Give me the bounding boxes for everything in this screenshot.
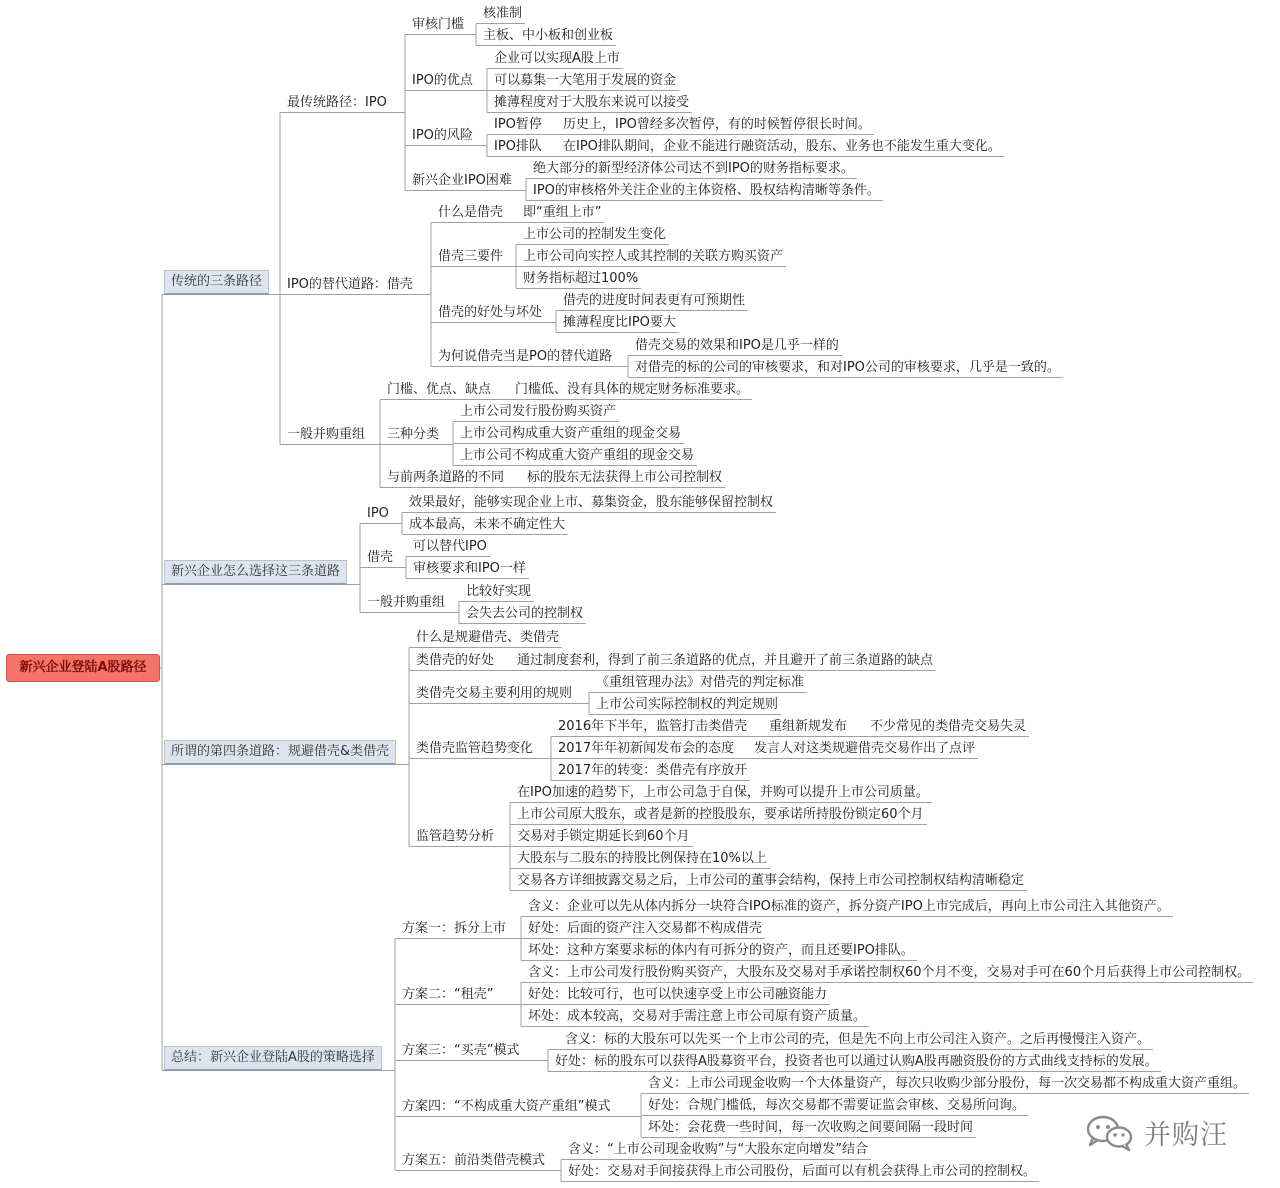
topic-node: 好处：后面的资产注入交易都不构成借壳 bbox=[525, 920, 765, 939]
topic-node: 含义：上市公司发行股份购买资产，大股东及交易对手承诺控制权60个月不变，交易对手可在60个月后获得上市公司控制权。 bbox=[525, 964, 1253, 983]
topic-node: IPO的审核格外关注企业的主体资格、股权结构清晰等条件。 bbox=[530, 182, 883, 201]
branch-node: 所谓的第四条道路：规避借壳&类借壳 bbox=[164, 740, 396, 765]
topic-node: IPO bbox=[364, 505, 392, 524]
topic-node: 好处：合规门槛低，每次交易都不需要证监会审核、交易所问询。 bbox=[645, 1097, 1028, 1116]
topic-node: 坏处：会花费一些时间，每一次收购之间要间隔一段时间 bbox=[645, 1119, 976, 1138]
topic-node: 类借壳监管趋势变化 bbox=[413, 740, 536, 759]
topic-node: 上市公司向实控人或其控制的关联方购买资产 bbox=[520, 248, 786, 267]
topic-node: 上市公司构成重大资产重组的现金交易 bbox=[457, 425, 684, 444]
topic-node: 摊薄程度对于大股东来说可以接受 bbox=[491, 94, 692, 113]
topic-node: 好处：比较可行，也可以快速享受上市公司融资能力 bbox=[525, 986, 830, 1005]
topic-node: 发言人对这类规避借壳交易作出了点评 bbox=[751, 740, 978, 759]
topic-node: 成本最高，未来不确定性大 bbox=[406, 516, 568, 535]
topic-node: 对借壳的标的公司的审核要求，和对IPO公司的审核要求，几乎是一致的。 bbox=[632, 359, 1063, 378]
topic-node: 借壳的进度时间表更有可预期性 bbox=[560, 292, 748, 311]
topic-node: 方案一：拆分上市 bbox=[399, 920, 509, 939]
wechat-icon bbox=[1084, 1112, 1136, 1152]
topic-node: IPO暂停 bbox=[491, 116, 545, 135]
topic-node: 方案五：前沿类借壳模式 bbox=[399, 1152, 548, 1171]
topic-node: 借壳 bbox=[364, 549, 396, 568]
topic-node: 核准制 bbox=[480, 5, 525, 24]
topic-node: 通过制度套利，得到了前三条道路的优点，并且避开了前三条道路的缺点 bbox=[514, 652, 936, 671]
topic-node: 上市公司原大股东，或者是新的控股股东，要承诺所持股份锁定60个月 bbox=[514, 806, 927, 825]
topic-node: 借壳三要件 bbox=[435, 248, 506, 267]
topic-node: 交易各方详细披露交易之后，上市公司的董事会结构，保持上市公司控制权结构清晰稳定 bbox=[514, 872, 1027, 891]
topic-node: 一般并购重组 bbox=[364, 594, 448, 613]
topic-node: 重组新规发布 bbox=[766, 718, 850, 737]
topic-node: 含义：企业可以先从体内拆分一块符合IPO标准的资产，拆分资产IPO上市完成后，再向上市公司注入其他资产。 bbox=[525, 898, 1173, 917]
topic-node: 什么是规避借壳、类借壳 bbox=[413, 629, 562, 648]
topic-node: 借壳的好处与坏处 bbox=[435, 304, 545, 323]
topic-node: 门槛、优点、缺点 bbox=[384, 381, 494, 400]
topic-node: IPO的风险 bbox=[409, 127, 476, 146]
topic-node: IPO的替代道路：借壳 bbox=[284, 276, 416, 295]
branch-node: 总结：新兴企业登陆A股的策略选择 bbox=[164, 1046, 382, 1071]
topic-node: 新兴企业IPO困难 bbox=[409, 172, 515, 191]
topic-node: 审核要求和IPO一样 bbox=[410, 560, 529, 579]
watermark-text: 并购汪 bbox=[1144, 1119, 1228, 1151]
topic-node: 2017年的转变：类借壳有序放开 bbox=[555, 762, 750, 781]
topic-node: 摊薄程度比IPO要大 bbox=[560, 314, 679, 333]
topic-node: 方案四：“不构成重大资产重组”模式 bbox=[399, 1098, 613, 1117]
topic-node: 类借壳交易主要利用的规则 bbox=[413, 685, 575, 704]
topic-node: 好处：标的股东可以获得A股募资平台，投资者也可以通过认购A股再融资股份的方式曲线支持标的发展。 bbox=[552, 1053, 1161, 1072]
topic-node: 门槛低、没有具体的规定财务标准要求。 bbox=[512, 381, 752, 400]
topic-node: 上市公司发行股份购买资产 bbox=[457, 403, 619, 422]
topic-node: 交易对手锁定期延长到60个月 bbox=[514, 828, 693, 847]
topic-node: 比较好实现 bbox=[463, 583, 534, 602]
topic-node: 监管趋势分析 bbox=[413, 828, 497, 847]
topic-node: 最传统路径：IPO bbox=[284, 94, 390, 113]
topic-node: 在IPO排队期间，企业不能进行融资活动，股东、业务也不能发生重大变化。 bbox=[560, 138, 1004, 157]
topic-node: 2016年下半年，监管打击类借壳 bbox=[555, 718, 750, 737]
topic-node: 方案三：“买壳”模式 bbox=[399, 1042, 522, 1061]
topic-node: IPO的优点 bbox=[409, 72, 476, 91]
topic-node: 上市公司不构成重大资产重组的现金交易 bbox=[457, 447, 697, 466]
topic-node: 在IPO加速的趋势下，上市公司急于自保，并购可以提升上市公司质量。 bbox=[514, 784, 932, 803]
topic-node: 坏处：成本较高，交易对手需注意上市公司原有资产质量。 bbox=[525, 1008, 869, 1027]
topic-node: 可以募集一大笔用于发展的资金 bbox=[491, 72, 679, 91]
branch-node: 传统的三条路径 bbox=[164, 270, 269, 295]
topic-node: 效果最好，能够实现企业上市、募集资金，股东能够保留控制权 bbox=[406, 494, 776, 513]
topic-node: 为何说借壳当是PO的替代道路 bbox=[435, 348, 615, 367]
topic-node: 含义：标的大股东可以先买一个上市公司的壳，但是先不向上市公司注入资产。之后再慢慢注入资产。 bbox=[562, 1031, 1153, 1050]
topic-node: 标的股东无法获得上市公司控制权 bbox=[524, 469, 725, 488]
topic-node: 什么是借壳 bbox=[435, 204, 506, 223]
branch-node: 新兴企业怎么选择这三条道路 bbox=[164, 560, 347, 585]
watermark bbox=[1084, 1112, 1228, 1152]
topic-node: 三种分类 bbox=[384, 426, 442, 445]
topic-node: 不少常见的类借壳交易失灵 bbox=[867, 718, 1029, 737]
topic-node: 审核门槛 bbox=[409, 16, 467, 35]
topic-node: 方案二：“租壳” bbox=[399, 986, 496, 1005]
topic-node: 财务指标超过100% bbox=[520, 270, 641, 289]
topic-node: 上市公司的控制发生变化 bbox=[520, 226, 669, 245]
topic-node: 即“重组上市” bbox=[520, 204, 604, 223]
topic-node: 可以替代IPO bbox=[410, 538, 490, 557]
topic-node: 主板、中小板和创业板 bbox=[480, 27, 616, 46]
topic-node: 大股东与二股东的持股比例保持在10%以上 bbox=[514, 850, 770, 869]
topic-node: 上市公司实际控制权的判定规则 bbox=[593, 696, 781, 715]
topic-node: 与前两条道路的不同 bbox=[384, 469, 507, 488]
topic-node: 借壳交易的效果和IPO是几乎一样的 bbox=[632, 337, 842, 356]
topic-node: 2017年年初新闻发布会的态度 bbox=[555, 740, 737, 759]
topic-node: IPO排队 bbox=[491, 138, 545, 157]
topic-node: 《重组管理办法》对借壳的判定标准 bbox=[593, 674, 807, 693]
topic-node: 企业可以实现A股上市 bbox=[491, 50, 623, 69]
topic-node: 坏处：这种方案要求标的体内有可拆分的资产，而且还要IPO排队。 bbox=[525, 942, 917, 961]
root-node: 新兴企业登陆A股路径 bbox=[6, 654, 160, 682]
topic-node: 会失去公司的控制权 bbox=[463, 605, 586, 624]
topic-node: 类借壳的好处 bbox=[413, 652, 497, 671]
topic-node: 绝大部分的新型经济体公司达不到IPO的财务指标要求。 bbox=[530, 160, 857, 179]
topic-node: 好处：交易对手间接获得上市公司股份，后面可以有机会获得上市公司的控制权。 bbox=[565, 1163, 1039, 1182]
topic-node: 含义：上市公司现金收购一个大体量资产，每次只收购少部分股份，每一次交易都不构成重大资产重组。 bbox=[645, 1075, 1249, 1094]
topic-node: 含义：“上市公司现金收购”与“大股东定向增发”结合 bbox=[565, 1141, 871, 1160]
topic-node: 历史上，IPO曾经多次暂停，有的时候暂停很长时间。 bbox=[560, 116, 874, 135]
topic-node: 一般并购重组 bbox=[284, 426, 368, 445]
